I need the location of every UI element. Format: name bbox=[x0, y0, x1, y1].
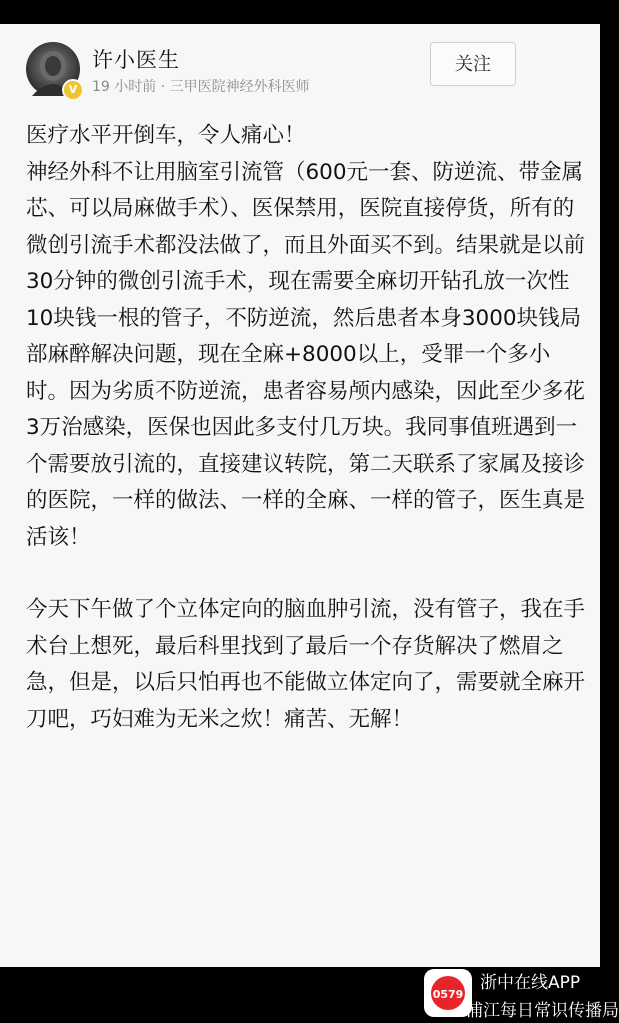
post-paragraph: 今天下午做了个立体定向的脑血肿引流，没有管子，我在手术台上想死，最后科里找到了最后一个存货解决了燃眉之急，但是，以后只怕再也不能做立体定向了，需要就全麻开刀吧，巧妇难为无米之炊！痛苦、无解！ bbox=[26, 597, 586, 732]
post-meta bbox=[92, 76, 310, 96]
follow-button[interactable]: 关注 bbox=[430, 42, 516, 86]
app-logo bbox=[424, 969, 472, 1017]
paragraph-gap bbox=[26, 556, 586, 592]
verified-badge-icon: V bbox=[62, 79, 84, 101]
meta-separator: · bbox=[160, 79, 166, 95]
author-title: 三甲医院神经外科医师 bbox=[169, 79, 310, 95]
post-time: 19 小时前 bbox=[92, 79, 157, 95]
post-paragraph: 医疗水平开倒车，令人痛心！ 神经外科不让用脑室引流管（600元一套、防逆流、带金属芯、可以局麻做手术）、医保禁用，医院直接停货，所有的微创引流手术都没法做了，而且外面买不到。结果就是以前30分钟的微创引流手术，现在需要全麻切开钻孔放一次性10块钱一根的管子，不防逆流，然后患者本身3000块钱局部麻醉解决问题，现在全麻+8000以上，受罪一个多小时。因为劣质不防逆流，患者容易颅内感染，因此至少多花3万治感染，医保也因此多支付几万块。我同事值班遇到一个需要放引流的，直接建议转院，第二天联系了家属及接诊的医院，一样的做法、一样的全麻、一样的管子，医生真是活该！ bbox=[26, 123, 586, 550]
watermark-app-name: 浙中在线APP bbox=[480, 973, 581, 993]
top-black-bar bbox=[0, 0, 600, 24]
post-body bbox=[26, 118, 586, 738]
logo-text: 0579 bbox=[432, 988, 464, 1001]
watermark-tagline: 浦江每日常识传播局 bbox=[466, 1001, 619, 1021]
zhezhong-logo-icon bbox=[424, 969, 472, 1017]
author-name[interactable]: 许小医生 bbox=[92, 48, 180, 72]
weibo-post-card bbox=[0, 24, 600, 967]
